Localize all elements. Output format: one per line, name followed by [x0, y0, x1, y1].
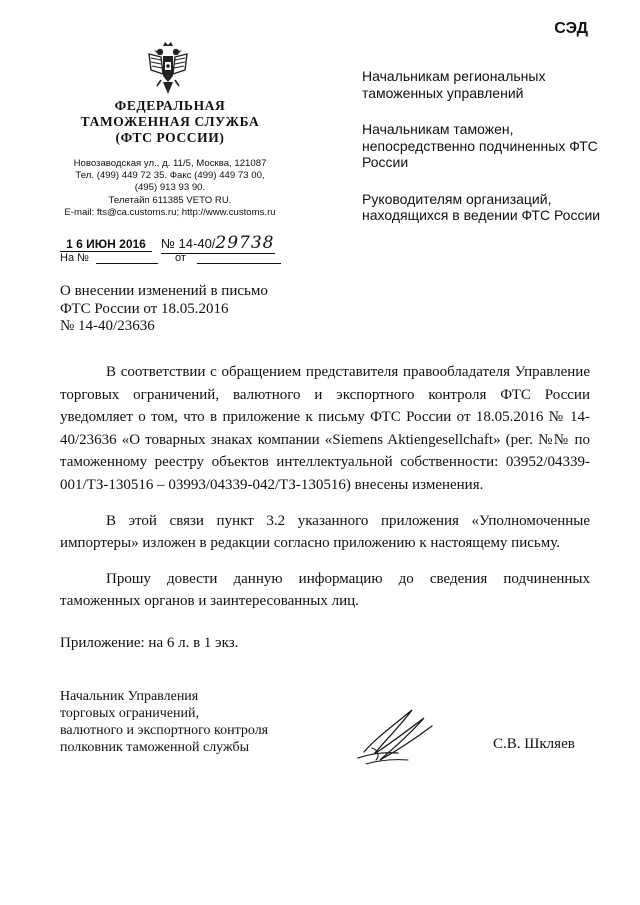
body-paragraph: Прошу довести данную информацию до сведения подчиненных таможенных органов и заинтересованных лиц. — [60, 570, 590, 610]
na-blank-line — [96, 252, 158, 264]
signatory-line: полковник таможенной службы — [60, 740, 250, 755]
letter-body — [60, 361, 590, 626]
signatory-title — [60, 688, 320, 756]
subject-line: ФТС России от 18.05.2016 — [60, 300, 229, 317]
address-line: Тел. (499) 449 72 35. Факс (499) 449 73 00, — [75, 170, 265, 182]
address-line: (495) 913 93 90. — [134, 182, 206, 194]
recipient: Руководителям организаций, находящихся в ведении ФТС России — [362, 190, 601, 223]
address-line: Новозаводская ул., д. 11/5, Москва, 121087 — [73, 158, 267, 169]
sed-stamp: СЭД — [554, 20, 588, 37]
reply-reference-row — [60, 252, 281, 264]
subject-line: № 14-40/23636 — [60, 318, 155, 334]
org-address — [50, 158, 290, 219]
na-label: На № — [60, 252, 89, 264]
ot-blank-line — [197, 252, 281, 264]
org-name-line1: ФЕДЕРАЛЬНАЯ — [114, 98, 226, 113]
registration-number-handwritten: 29738 — [215, 233, 275, 253]
org-name-line3: (ФТС РОССИИ) — [115, 130, 225, 145]
letter-subject — [60, 283, 320, 336]
double-headed-eagle-emblem-icon — [145, 40, 191, 96]
recipient: Начальникам региональных таможенных управлений — [362, 68, 546, 101]
registration-number-prefix: № 14-40/ — [161, 236, 216, 251]
signatory-name: С.В. Шкляев — [493, 736, 575, 752]
recipient: Начальникам таможен, непосредственно подчиненных ФТС России — [362, 121, 598, 170]
signatory-line: валютного и экспортного контроля — [60, 723, 269, 738]
signatory-line: Начальник Управления — [60, 689, 199, 704]
registration-row — [60, 233, 300, 254]
address-line: E-mail: fts@ca.customs.ru; http://www.customs.ru — [64, 206, 276, 218]
org-name-line2: ТАМОЖЕННАЯ СЛУЖБА — [80, 114, 260, 129]
body-paragraph: В соответствии с обращением представителя правообладателя Управление торговых ограничений, валютного и экспортного контроля ФТС России уведомляет о том, что в приложение к письму ФТС России от 18.05.2016 № 14-40/23636 «О товарных знаках компании «Siemens Aktiengesellchaft» (рег. №№ по таможенному реестру объектов интеллектуальной собственности: 03952/04339-001/ТЗ-130516 – 03993/04339-042/ТЗ-130516) внесены изменения. — [60, 364, 590, 493]
subject-line: О внесении изменений в письмо — [60, 283, 268, 299]
signatory-line: торговых ограничений, — [60, 706, 200, 721]
address-line: Телетайп 611385 VETO RU. — [108, 194, 232, 206]
body-paragraph: В этой связи пункт 3.2 указанного приложения «Уполномоченные импортеры» изложен в редакции согласно приложению к настоящему письму. — [60, 512, 590, 552]
registration-date: 1 6 ИЮН 2016 — [60, 237, 152, 252]
organization-header — [50, 98, 290, 219]
attachment-note: Приложение: на 6 л. в 1 экз. — [60, 635, 239, 651]
ot-label: от — [175, 252, 186, 264]
recipients-block — [362, 68, 602, 244]
handwritten-signature-icon — [350, 700, 470, 770]
registration-number — [161, 233, 275, 254]
